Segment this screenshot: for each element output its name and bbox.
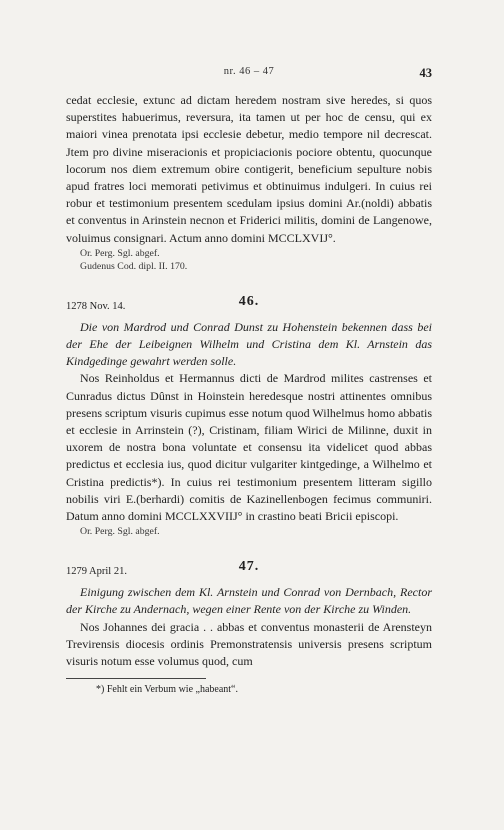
document-range: nr. 46 – 47 [223,66,275,77]
doc46-date: 1278 Nov. 14. [66,300,126,312]
doc45-source-2: Gudenus Cod. dipl. II. 170. [80,260,188,272]
doc46-text: Nos Reinholdus et Hermannus dicti de Mardrod milites castrenses et Cunradus dictus Dûnst in Hoinstein heredesque nostri attinentes omnibus presens scriptum visuris cupimus esse notum quod Wilhelmus homo abbatis et ecclesie in Arrinstein (?), Cristinam, filiam Wirici de Milinne, duxit in uxorem de nostra bona voluntate et consensu ita videlicet quod abbas predictus et ecclesia ius, quod dicitur vulgariter kintgedinge, a Wilhelmo et Cristina predictis*). In cuius rei testimonium presentem litteram sigillo nobilis viri E.(berhardi) comitis de Kazinellenbogen fecimus communiri. Datum anno domini MCCLXXVIIJ° in crastino beati Bricii episcopi. [66,371,432,524]
footnote-rule [66,678,206,679]
doc47-summary: Einigung zwischen dem Kl. Arnstein und Conrad von Dernbach, Rector der Kirche zu Andernach, wegen einer Rente von der Kirche zu Winden. [66,585,432,617]
footnote: *) Fehlt ein Verbum wie „habeant“. [96,684,238,696]
doc46-dateline [66,293,432,315]
doc47-number: 47. [238,559,260,575]
page-body [66,92,432,698]
doc47-dateline [66,558,432,580]
running-header [66,66,432,82]
doc46-summary: Die von Mardrod und Conrad Dunst zu Hohenstein bekennen dass bei der Ehe der Leibeignen Wilhelm und Cristina dem Kl. Arnstein das Kindgedinge gewahrt werden solle. [66,319,432,369]
page-number: 43 [419,66,432,80]
doc47-date: 1279 April 21. [66,566,127,578]
doc46-number: 46. [238,293,260,309]
doc45-tail-text: cedat ecclesie, extunc ad dictam heredem nostram sive heredes, si quos superstites habuerimus, reversura, ita tamen ut per hoc de censu, qui ex maiori vinea prenotata ipsi ecclesie debetur, medio tempore nil decrescat. Jtem pro divine miseracionis et propiciacionis pociore obtentu, quocunque locorum nos diem extremum obire contigerit, beneficium sepulture nobis apud fratres loci memorati petivimus et obtinuimus indulgeri. In cuius rei robur et testimonium presentem scedulam ipsius domini Ar.(noldi) abbatis et conventus in Arinstein necnon et Friderici militis, domini de Langenowe, voluimus consignari. Actum anno domini MCCLXVIJ°. [66,93,432,245]
doc47-text: Nos Johannes dei gracia . . abbas et conventus monasterii de Arensteyn Trevirensis diocesis ordinis Premonstratensis universis presens scriptum visuris notum esse volumus quod, cum [66,619,432,669]
doc46-source: Or. Perg. Sgl. abgef. [80,526,160,538]
doc45-source-1: Or. Perg. Sgl. abgef. [80,247,160,259]
